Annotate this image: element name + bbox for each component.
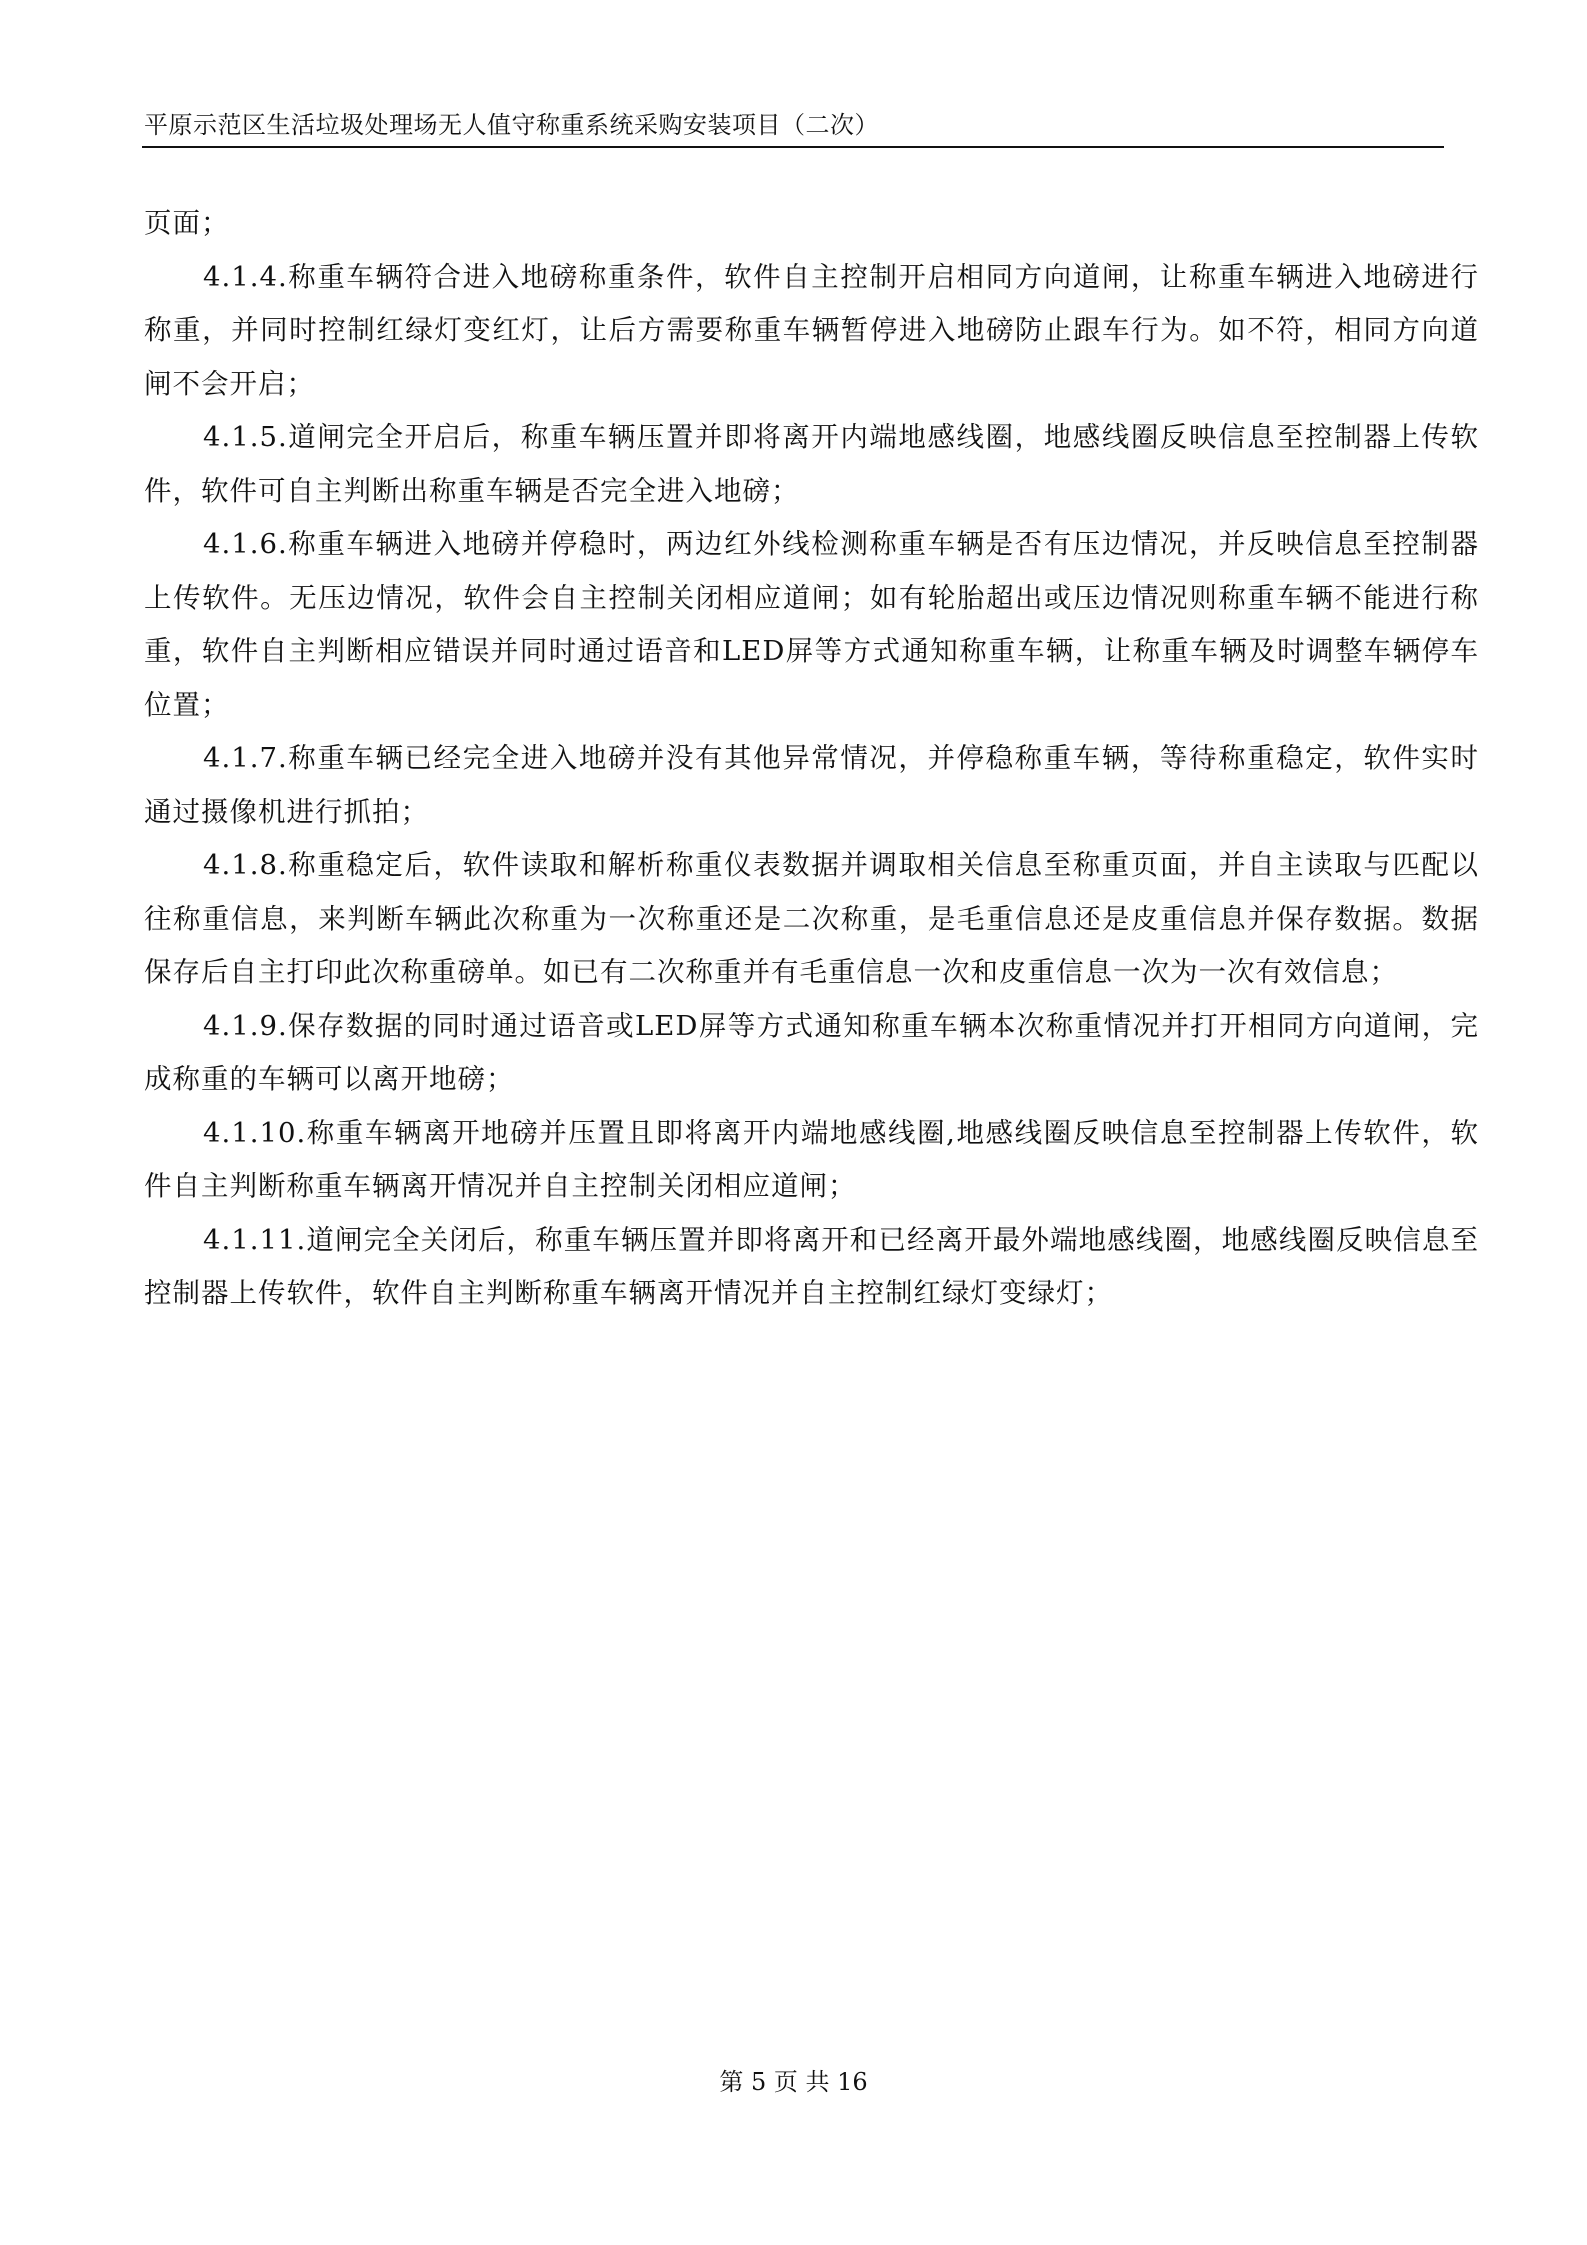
paragraph: 4.1.5.道闸完全开启后，称重车辆压置并即将离开内端地感线圈，地感线圈反映信息至控制器上传软件，软件可自主判断出称重车辆是否完全进入地磅； [144,421,1479,507]
paragraph: 4.1.10.称重车辆离开地磅并压置且即将离开内端地感线圈,地感线圈反映信息至控制器上传软件，软件自主判断称重车辆离开情况并自主控制关闭相应道闸； [144,1116,1479,1202]
paragraph: 4.1.9.保存数据的同时通过语音或LED屏等方式通知称重车辆本次称重情况并打开相同方向道闸，完成称重的车辆可以离开地磅； [144,1009,1479,1095]
page-header [142,108,1444,148]
paragraph: 4.1.7.称重车辆已经完全进入地磅并没有其他异常情况，并停稳称重车辆，等待称重稳定，软件实时通过摄像机进行抓拍； [144,742,1479,828]
paragraph: 4.1.6.称重车辆进入地磅并停稳时，两边红外线检测称重车辆是否有压边情况，并反映信息至控制器上传软件。无压边情况，软件会自主控制关闭相应道闸；如有轮胎超出或压边情况则称重车辆不能进行称重，软件自主判断相应错误并同时通过语音和LED屏等方式通知称重车辆，让称重车辆及时调整车辆停车位置； [144,528,1479,721]
body-text [144,197,1479,1321]
page-footer [0,2067,1587,2097]
paragraph: 4.1.11.道闸完全关闭后，称重车辆压置并即将离开和已经离开最外端地感线圈，地感线圈反映信息至控制器上传软件，软件自主判断称重车辆离开情况并自主控制红绿灯变绿灯； [144,1223,1479,1309]
paragraph: 页面； [144,207,230,239]
page-number: 第 5 页 共 16 [719,2068,868,2096]
header-title: 平原示范区生活垃圾处理场无人值守称重系统采购安装项目（二次） [144,111,879,139]
paragraph: 4.1.8.称重稳定后，软件读取和解析称重仪表数据并调取相关信息至称重页面，并自主读取与匹配以往称重信息，来判断车辆此次称重为一次称重还是二次称重，是毛重信息还是皮重信息并保存数据。数据保存后自主打印此次称重磅单。如已有二次称重并有毛重信息一次和皮重信息一次为一次有效信息； [144,849,1479,988]
paragraph: 4.1.4.称重车辆符合进入地磅称重条件，软件自主控制开启相同方向道闸，让称重车辆进入地磅进行称重，并同时控制红绿灯变红灯，让后方需要称重车辆暂停进入地磅防止跟车行为。如不符，相同方向道闸不会开启； [144,260,1479,400]
